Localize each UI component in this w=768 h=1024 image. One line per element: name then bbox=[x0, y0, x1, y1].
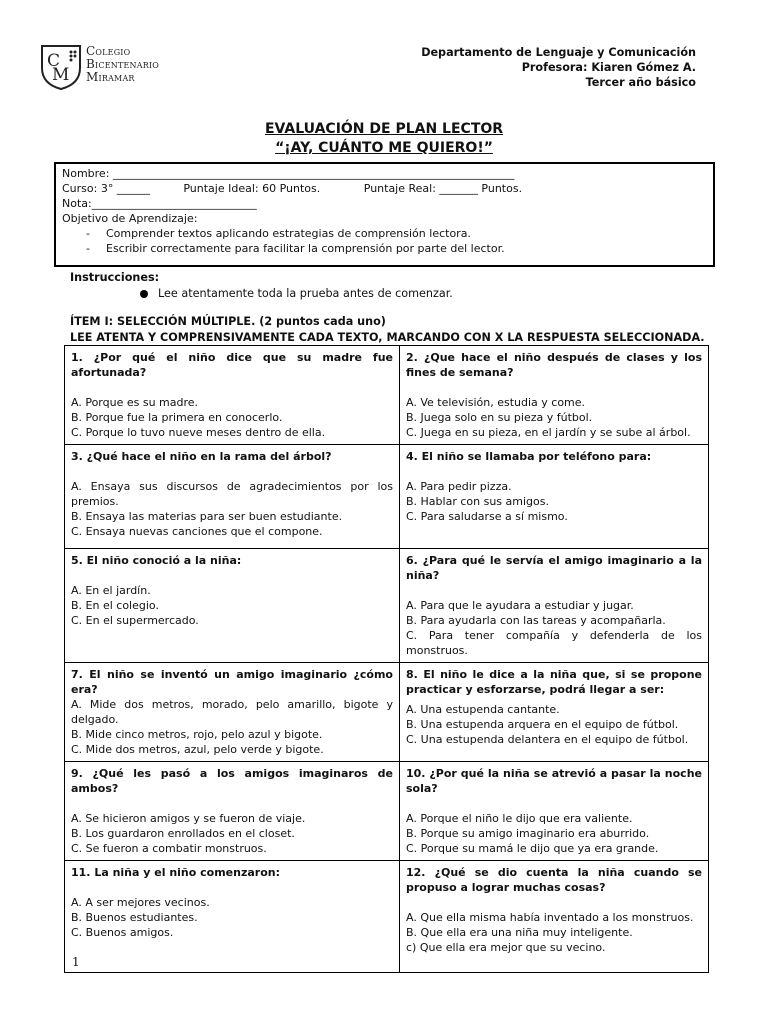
question-cell bbox=[400, 549, 709, 663]
question-text: 11. La niña y el niño comenzaron: bbox=[71, 866, 281, 879]
question-text: 9. ¿Qué les pasó a los amigos imaginaros de ambos? bbox=[71, 767, 393, 795]
question-text: 8. El niño le dice a la niña que, si se propone practicar y esforzarse, podrá llegar a ser: bbox=[406, 668, 702, 696]
book-title: “¡AY, CUÁNTO ME QUIERO!” bbox=[275, 140, 493, 156]
header-info bbox=[421, 45, 696, 90]
answer-option[interactable]: B. Buenos estudiantes. bbox=[71, 911, 198, 924]
question-cell bbox=[65, 762, 400, 861]
question-cell bbox=[400, 861, 709, 973]
table-row bbox=[65, 762, 709, 861]
grade-field[interactable]: Nota:______________________________ bbox=[62, 197, 257, 210]
crest-cm-icon bbox=[38, 40, 84, 90]
answer-option[interactable]: B. Que ella era una niña muy inteligente. bbox=[406, 926, 633, 939]
question-cell bbox=[400, 445, 709, 549]
answer-option[interactable]: B. Juega solo en su pieza y fútbol. bbox=[406, 411, 593, 424]
answer-option[interactable]: A. A ser mejores vecinos. bbox=[71, 896, 210, 909]
bullet-icon bbox=[140, 290, 148, 298]
answer-option[interactable]: C. Porque su mamá le dijo que ya era grande. bbox=[406, 842, 659, 855]
objective-list bbox=[62, 226, 707, 256]
question-cell bbox=[65, 549, 400, 663]
table-row bbox=[65, 549, 709, 663]
question-text: 12. ¿Qué se dio cuenta la niña cuando se propuso a lograr muchas cosas? bbox=[406, 866, 702, 894]
question-text: 7. El niño se inventó un amigo imaginario ¿cómo era? bbox=[71, 668, 393, 696]
logo-line-1: Colegio bbox=[86, 44, 131, 58]
answer-option[interactable]: A. En el jardín. bbox=[71, 584, 151, 597]
answer-option[interactable]: A. Una estupenda cantante. bbox=[406, 703, 560, 716]
school-logo bbox=[38, 40, 198, 96]
name-field[interactable]: Nombre: _________________________________________________________________________ bbox=[62, 167, 515, 180]
section-subtitle: LEE ATENTA Y COMPRENSIVAMENTE CADA TEXTO, MARCANDO CON X LA RESPUESTA SELECCIONADA. bbox=[70, 331, 705, 344]
answer-option[interactable]: A. Que ella misma había inventado a los monstruos. bbox=[406, 911, 694, 924]
answer-option[interactable]: B. Porque fue la primera en conocerlo. bbox=[71, 411, 283, 424]
answer-option[interactable]: A. Para que le ayudara a estudiar y jugar. bbox=[406, 599, 634, 612]
question-text: 1. ¿Por qué el niño dice que su madre fue afortunada? bbox=[71, 351, 393, 379]
student-info-box bbox=[54, 162, 715, 267]
teacher: Profesora: Kiaren Gómez A. bbox=[521, 61, 696, 74]
section-title: ÍTEM I: SELECCIÓN MÚLTIPLE. (2 puntos cada uno) bbox=[70, 315, 386, 328]
answer-option[interactable]: A. Para pedir pizza. bbox=[406, 480, 512, 493]
questions-table bbox=[64, 345, 709, 973]
objective-item: - Comprender textos aplicando estrategias de comprensión lectora. bbox=[62, 226, 707, 241]
question-text: 2. ¿Que hace el niño después de clases y los fines de semana? bbox=[406, 351, 702, 379]
svg-text:M: M bbox=[52, 65, 70, 85]
answer-option[interactable]: C. En el supermercado. bbox=[71, 614, 199, 627]
answer-option[interactable]: C. Buenos amigos. bbox=[71, 926, 174, 939]
department: Departamento de Lenguaje y Comunicación bbox=[421, 46, 696, 59]
question-cell bbox=[400, 346, 709, 445]
answer-option[interactable]: C. Una estupenda delantera en el equipo de fútbol. bbox=[406, 733, 689, 746]
question-cell bbox=[65, 346, 400, 445]
answer-option[interactable]: A. Se hicieron amigos y se fueron de viaje. bbox=[71, 812, 306, 825]
answer-option[interactable]: C. Para saludarse a sí mismo. bbox=[406, 510, 568, 523]
answer-option[interactable]: B. Hablar con sus amigos. bbox=[406, 495, 549, 508]
answer-option[interactable]: B. Los guardaron enrollados en el closet. bbox=[71, 827, 295, 840]
table-row bbox=[65, 445, 709, 549]
logo-line-3: Miramar bbox=[86, 70, 135, 84]
answer-option[interactable]: B. Porque su amigo imaginario era aburrido. bbox=[406, 827, 650, 840]
question-text: 6. ¿Para qué le servía el amigo imaginario a la niña? bbox=[406, 554, 702, 582]
question-text: 10. ¿Por qué la niña se atrevió a pasar la noche sola? bbox=[406, 767, 702, 795]
question-cell bbox=[65, 861, 400, 973]
page-number: 1 bbox=[72, 955, 80, 969]
answer-option[interactable]: B. Ensaya las materias para ser buen estudiante. bbox=[71, 510, 343, 523]
answer-option[interactable]: B. Para ayudarla con las tareas y acompañarla. bbox=[406, 614, 666, 627]
question-text: 5. El niño conoció a la niña: bbox=[71, 554, 242, 567]
score-row bbox=[62, 181, 707, 196]
exam-title: EVALUACIÓN DE PLAN LECTOR bbox=[264, 121, 504, 137]
table-row bbox=[65, 346, 709, 445]
objective-label: Objetivo de Aprendizaje: bbox=[62, 212, 198, 225]
answer-option[interactable]: c) Que ella era mejor que su vecino. bbox=[406, 941, 606, 954]
svg-text:C: C bbox=[47, 51, 61, 71]
instructions-label: Instrucciones: bbox=[70, 271, 160, 284]
question-cell bbox=[400, 762, 709, 861]
real-score-field[interactable]: Puntaje Real: _______ Puntos. bbox=[363, 182, 523, 195]
answer-option[interactable]: A. Ve televisión, estudia y come. bbox=[406, 396, 586, 409]
answer-option[interactable]: C. Juega en su pieza, en el jardín y se sube al árbol. bbox=[406, 426, 691, 439]
answer-option[interactable]: C. Se fueron a combatir monstruos. bbox=[71, 842, 267, 855]
objective-item: - Escribir correctamente para facilitar la comprensión por parte del lector. bbox=[62, 241, 707, 256]
question-text: 4. El niño se llamaba por teléfono para: bbox=[406, 450, 652, 463]
answer-option[interactable]: C. Mide dos metros, azul, pelo verde y bigote. bbox=[71, 743, 324, 756]
table-row bbox=[65, 861, 709, 973]
table-row bbox=[65, 663, 709, 762]
question-text: 3. ¿Qué hace el niño en la rama del árbol? bbox=[71, 450, 332, 463]
answer-option[interactable]: C. Para tener compañía y defenderla de los monstruos. bbox=[406, 629, 702, 657]
answer-option[interactable]: B. En el colegio. bbox=[71, 599, 159, 612]
question-cell bbox=[400, 663, 709, 762]
answer-option[interactable]: C. Porque lo tuvo nueve meses dentro de ella. bbox=[71, 426, 326, 439]
ideal-score: Puntaje Ideal: 60 Puntos. bbox=[183, 182, 321, 195]
question-cell bbox=[65, 445, 400, 549]
answer-option[interactable]: A. Porque el niño le dijo que era valiente. bbox=[406, 812, 633, 825]
answer-option[interactable]: A. Porque es su madre. bbox=[71, 396, 199, 409]
logo-line-2: Bicentenario bbox=[86, 57, 160, 71]
answer-option[interactable]: A. Ensaya sus discursos de agradecimientos por los premios. bbox=[71, 480, 393, 508]
answer-option[interactable]: B. Mide cinco metros, rojo, pelo azul y bigote. bbox=[71, 728, 323, 741]
instruction-item: Lee atentamente toda la prueba antes de comenzar. bbox=[140, 287, 453, 300]
answer-option[interactable]: A. Mide dos metros, morado, pelo amarillo, bigote y delgado. bbox=[71, 698, 393, 726]
answer-option[interactable]: C. Ensaya nuevas canciones que el compone. bbox=[71, 525, 323, 538]
course-field[interactable]: Curso: 3° ______ bbox=[62, 182, 150, 195]
grade-level: Tercer año básico bbox=[585, 76, 696, 89]
answer-option[interactable]: B. Una estupenda arquera en el equipo de fútbol. bbox=[406, 718, 679, 731]
question-cell bbox=[65, 663, 400, 762]
